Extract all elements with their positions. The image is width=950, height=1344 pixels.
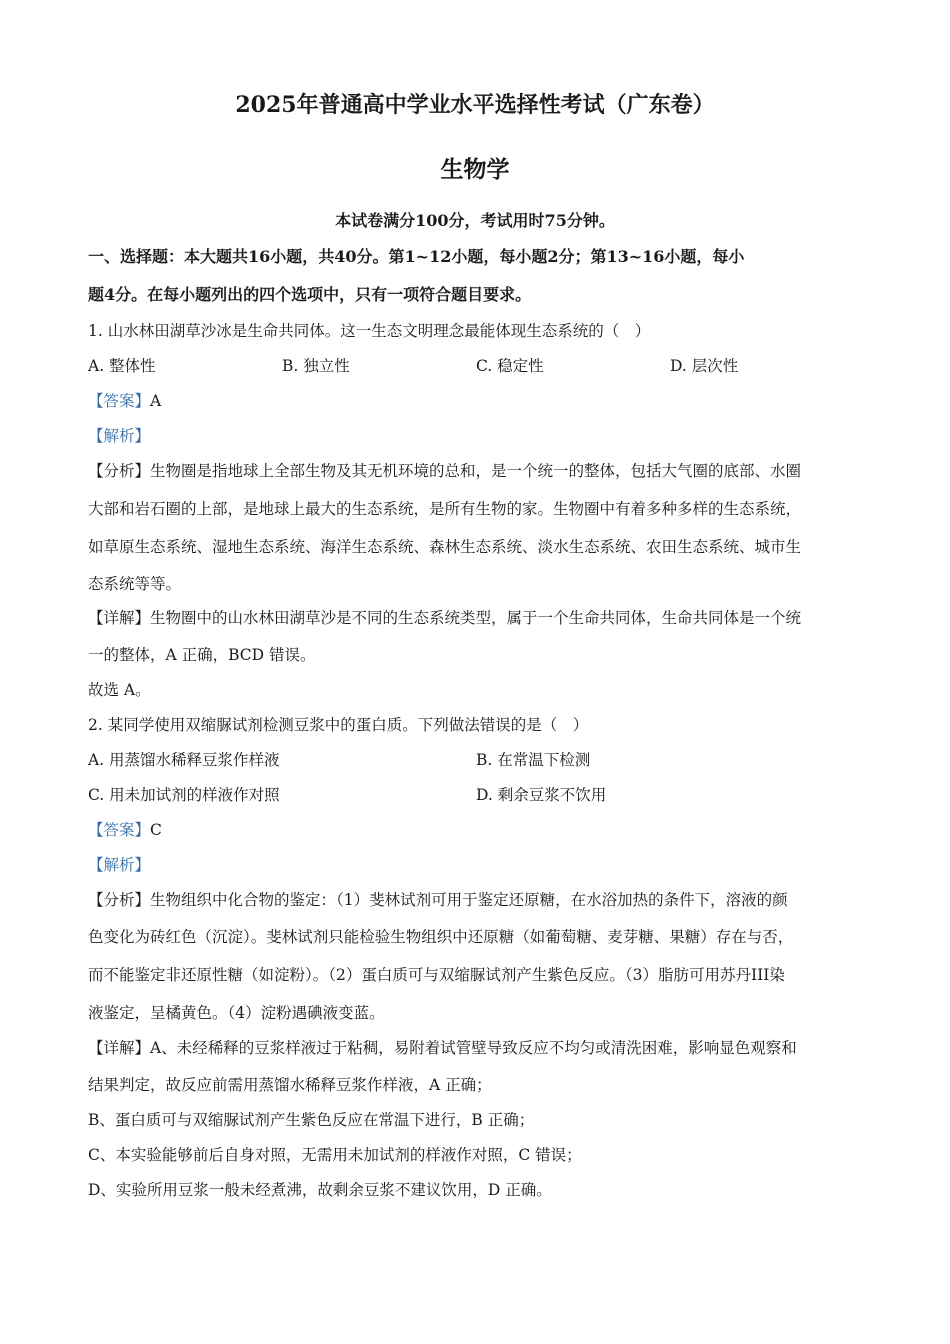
xiangjie-text: A、未经稀释的豆浆样液过于粘稠，易附着试管壁导致反应不均匀或清洗困难，影响显色观察和	[150, 1039, 797, 1057]
section-heading-line-1: 一、选择题：本大题共16小题，共40分。第1~12小题，每小题2分；第13~16小题，每小	[88, 247, 745, 266]
question-2-xiangjie-line-1	[88, 1037, 797, 1059]
question-2-option-b: B. 在常温下检测	[476, 751, 591, 769]
question-1-xiangjie-line-1	[88, 607, 801, 629]
question-2-fenxi-line-1	[88, 889, 788, 911]
xiangjie-text: 生物圈中的山水林田湖草沙是不同的生态系统类型，属于一个生命共同体，生命共同体是一个统	[150, 609, 802, 627]
question-2-fenxi-line-4: 液鉴定，呈橘黄色。（4）淀粉遇碘液变蓝。	[88, 1004, 385, 1022]
question-2-detail-b: B、蛋白质可与双缩脲试剂产生紫色反应在常温下进行，B 正确；	[88, 1111, 535, 1129]
question-2-detail-d: D、实验所用豆浆一般未经煮沸，故剩余豆浆不建议饮用，D 正确。	[88, 1181, 552, 1199]
question-1-xiangjie-line-2: 一的整体，A 正确，BCD 错误。	[88, 646, 316, 664]
answer-label: 【答案】	[88, 821, 151, 839]
question-1-option-c: C. 稳定性	[476, 357, 544, 375]
question-2-fenxi-line-2: 色变化为砖红色（沉淀）。斐林试剂只能检验生物组织中还原糖（如葡萄糖、麦芽糖、果糖）存在与否，	[88, 928, 794, 946]
fenxi-label: 【分析】	[88, 891, 151, 909]
question-1-fenxi-line-1	[88, 460, 801, 482]
question-2-xiangjie-line-2: 结果判定，故反应前需用蒸馏水稀释豆浆作样液，A 正确；	[88, 1076, 492, 1094]
question-1-fenxi-line-4: 态系统等等。	[88, 575, 182, 593]
question-1-fenxi-line-2: 大部和岩石圈的上部，是地球上最大的生态系统，是所有生物的家。生物圈中有着多种多样的生态系统，	[88, 500, 802, 518]
question-1-option-a: A. 整体性	[88, 357, 156, 375]
question-2-detail-c: C、本实验能够前后自身对照，无需用未加试剂的样液作对照，C 错误；	[88, 1146, 582, 1164]
subject-title: 生物学	[440, 156, 510, 183]
xiangjie-label: 【详解】	[88, 609, 151, 627]
question-2-option-a: A. 用蒸馏水稀释豆浆作样液	[88, 751, 280, 769]
question-1-option-b: B. 独立性	[282, 357, 350, 375]
question-2-option-d: D. 剩余豆浆不饮用	[476, 786, 607, 804]
answer-value: C	[150, 821, 162, 839]
fenxi-text: 生物组织中化合物的鉴定：（1）斐林试剂可用于鉴定还原糖，在水浴加热的条件下，溶液的颜	[150, 891, 788, 909]
question-1-answer	[88, 390, 161, 412]
question-1-stem: 1. 山水林田湖草沙冰是生命共同体。这一生态文明理念最能体现生态系统的（ ）	[88, 322, 651, 340]
question-1-option-d: D. 层次性	[670, 357, 739, 375]
exam-note: 本试卷满分100分，考试用时75分钟。	[335, 211, 615, 230]
question-2-option-c: C. 用未加试剂的样液作对照	[88, 786, 280, 804]
xiangjie-label: 【详解】	[88, 1039, 151, 1057]
fenxi-label: 【分析】	[88, 462, 151, 480]
question-2-fenxi-line-3: 而不能鉴定非还原性糖（如淀粉）。（2）蛋白质可与双缩脲试剂产生紫色反应。（3）脂肪可用苏丹III染	[88, 966, 785, 984]
question-1-analysis-label: 【解析】	[88, 427, 151, 445]
exam-title: 2025年普通高中学业水平选择性考试（广东卷）	[235, 92, 715, 118]
question-1-fenxi-line-3: 如草原生态系统、湿地生态系统、海洋生态系统、森林生态系统、淡水生态系统、农田生态系统、城市生	[88, 538, 802, 556]
question-2-answer	[88, 819, 162, 841]
section-heading-line-2: 题4分。在每小题列出的四个选项中，只有一项符合题目要求。	[88, 285, 532, 304]
answer-label: 【答案】	[88, 392, 151, 410]
answer-value: A	[150, 392, 162, 410]
question-1-conclusion: 故选 A。	[88, 681, 151, 699]
fenxi-text: 生物圈是指地球上全部生物及其无机环境的总和，是一个统一的整体，包括大气圈的底部、水圈	[150, 462, 802, 480]
question-2-stem: 2. 某同学使用双缩脲试剂检测豆浆中的蛋白质。下列做法错误的是（ ）	[88, 716, 589, 734]
question-2-analysis-label: 【解析】	[88, 856, 151, 874]
